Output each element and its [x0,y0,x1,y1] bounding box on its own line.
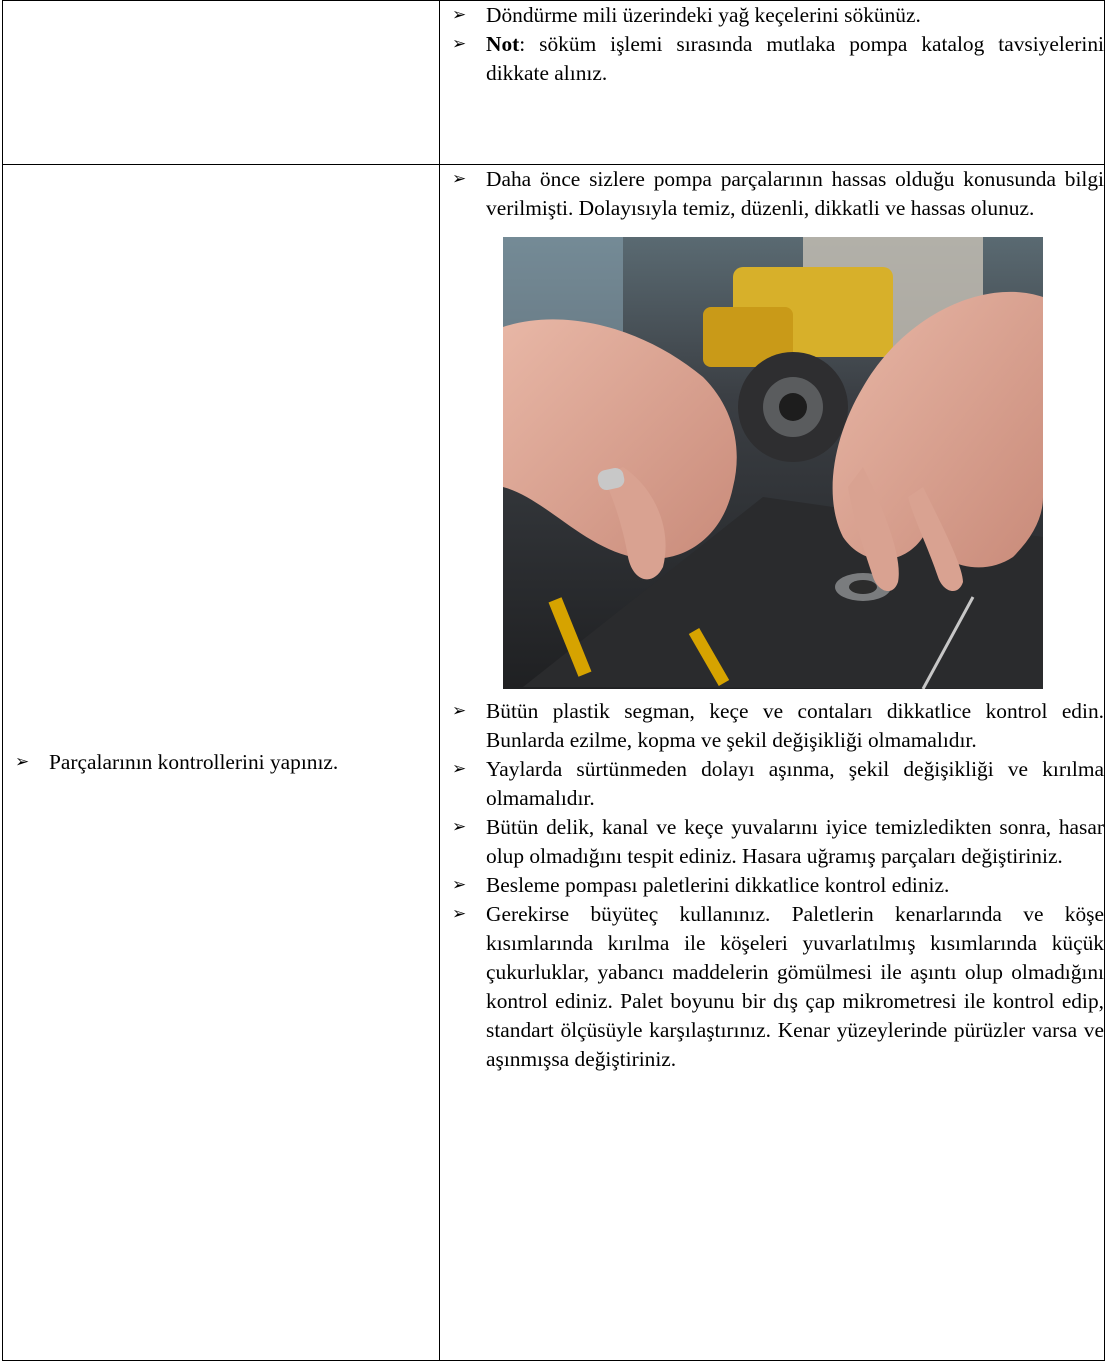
arrow-bullet-icon: ➢ [15,752,30,772]
instruction-cell [440,165,1105,1361]
arrow-bullet-icon: ➢ [452,169,467,189]
table-row [3,1,1105,165]
instruction-item: ➢ Besleme pompası paletlerini dikkatlice kontrol ediniz. [440,871,1104,900]
instruction-list [440,1,1104,88]
instruction-item: ➢ Bütün delik, kanal ve keçe yuvalarını iyice temizledikten sonra, hasar olup olmadığını tespit ediniz. Hasara uğramış parçaları değiştiriniz. [452,815,1104,868]
instruction-item: ➢ Döndürme mili üzerindeki yağ keçelerini sökünüz. [440,1,1104,30]
instruction-table [2,0,1105,1361]
instruction-item: ➢ Yaylarda sürtünmeden dolayı aşınma, şekil değişikliği ve kırılma olmamalıdır. [452,757,1104,810]
instruction-item: ➢ Bütün plastik segman, keçe ve contaları dikkatlice kontrol edin. Bunlarda ezilme, kopma ve şekil değişikliği olmamalıdır. [452,699,1104,752]
step-cell [3,1,440,165]
step-item: ➢ Parçalarının kontrollerini yapınız. [3,748,439,777]
arrow-bullet-icon: ➢ [452,875,467,895]
hands-inspecting-pump-image [503,237,1043,689]
instruction-cell [440,1,1105,165]
table-row [3,165,1105,1361]
arrow-bullet-icon: ➢ [452,701,467,721]
step-list [3,748,439,777]
arrow-bullet-icon: ➢ [452,34,467,54]
arrow-bullet-icon: ➢ [452,5,467,25]
step-cell [3,165,440,1361]
instruction-item: ➢ Gerekirse büyüteç kullanınız. Paletlerin kenarlarında ve köşe kısımlarında kırılma ile köşeleri yuvarlatılmış kısımlarında küçük çukurluklar, yabancı maddelerin gömülmesi ile aşıntı olup olmadığını kontrol ediniz. Palet boyunu bir dış çap mikrometresi ile kontrol edip, standart ölçüsüyle karşılaştırınız. Kenar yüzeylerinde pürüzler varsa ve aşınmışsa değiştiriniz. [452,902,1104,1071]
arrow-bullet-icon: ➢ [452,817,467,837]
arrow-bullet-icon: ➢ [452,904,467,924]
note-label: Not [486,32,520,56]
pump-parts-photo [503,237,1043,689]
arrow-bullet-icon: ➢ [452,759,467,779]
instruction-list [440,165,1104,223]
instruction-list [440,697,1104,1074]
instruction-item: ➢ Daha önce sizlere pompa parçalarının hassas olduğu konusunda bilgi verilmişti. Dolayısıyla temiz, düzenli, dikkatli ve hassas olunuz. [452,167,1104,220]
instruction-item: ➢ Not: söküm işlemi sırasında mutlaka pompa katalog tavsiyelerini dikkate alınız. [452,32,1104,85]
